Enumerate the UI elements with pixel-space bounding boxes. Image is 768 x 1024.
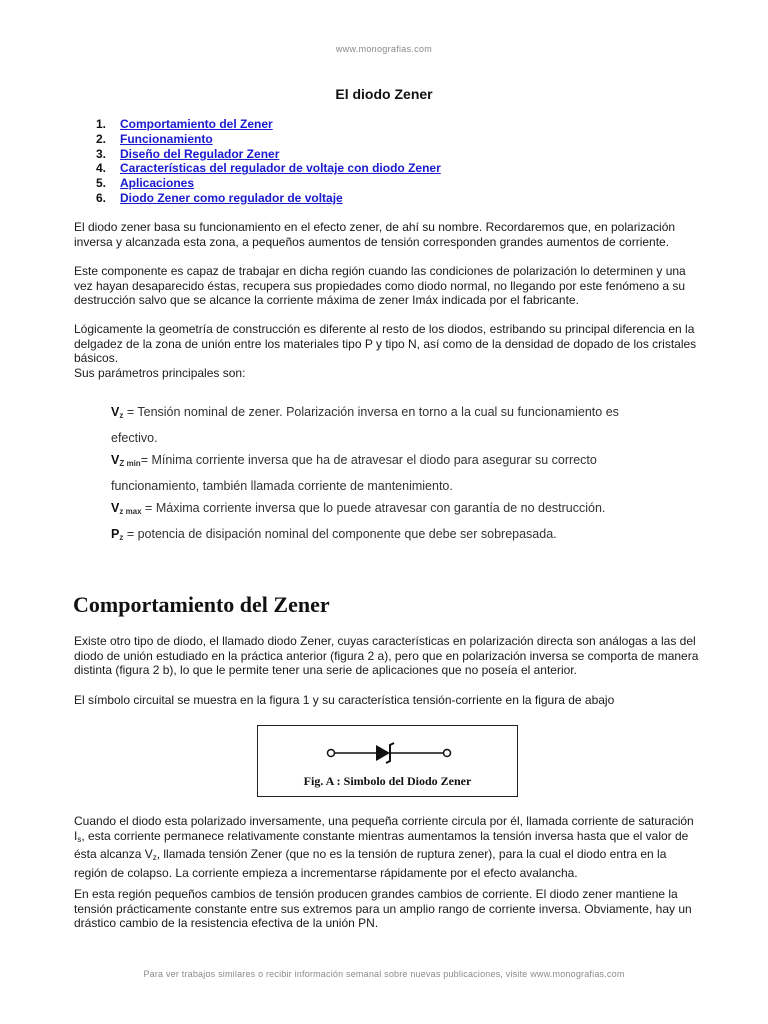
toc-item [96, 132, 441, 147]
toc-number: 1. [96, 117, 107, 131]
intro-paragraph-2: Este componente es capaz de trabajar en dicha región cuando las condiciones de polarización lo determinen y una vez hayan desaparecido éstas, recupera sus propiedades como diodo normal, no llegando por este fenómeno a su destrucción salvo que se alcance la corriente máxima de zener Imáx indicada por el fabricante. [74, 264, 686, 308]
toc-link-aplicaciones[interactable]: Aplicaciones [120, 176, 195, 191]
site-footer: Para ver trabajos similares o recibir información semanal sobre nuevas publicaciones, visite www.monografias.com [143, 969, 625, 979]
param-vz [111, 401, 671, 427]
table-of-contents [96, 117, 441, 206]
paragraph-text: , esta corriente permanece relativamente constante mientras aumentamos la tensión inversa hasta que el valor de ésta alcanza V [74, 828, 689, 862]
section-paragraph-1: Existe otro tipo de diodo, el llamado diodo Zener, cuyas características en polarización directa son análogas a las del diodo de unión estudiado en la práctica anterior (figura 2 a), pero que en polarización inversa se comporta de manera distinta (figura 2 b), lo que le permite tener una serie de aplicaciones que no poseía el anterior. [74, 634, 699, 678]
zener-figure [257, 725, 518, 797]
param-subscript: z [119, 411, 124, 420]
intro-paragraph-1: El diodo zener basa su funcionamiento en el efecto zener, de ahí su nombre. Recordaremos que, en polarización inversa y alcanzada esta zona, a pequeños aumentos de tensión corresponden grandes aumentos de corriente. [74, 220, 676, 249]
param-text: = Tensión nominal de zener. Polarización inversa en torno a la cual su funcionamiento es [123, 405, 619, 419]
toc-number: 4. [96, 161, 107, 176]
toc-item [96, 161, 441, 176]
paragraph-text: , llamada tensión Zener (que no es la tensión de ruptura zener), para la cual el diodo entra en la región de colapso. La corriente empieza a incrementarse rápidamente por el efecto avalancha. [74, 847, 667, 880]
toc-number: 5. [96, 176, 107, 191]
toc-number: 3. [96, 146, 107, 161]
toc-item [96, 176, 441, 191]
site-header: www.monografias.com [335, 44, 433, 54]
section-paragraph-2: El símbolo circuital se muestra en la figura 1 y su característica tensión-corriente en la figura de abajo [74, 693, 615, 707]
toc-number: 2. [96, 131, 107, 146]
param-pz [111, 523, 671, 549]
figure-caption: Fig. A : Simbolo del Diodo Zener [303, 774, 472, 788]
toc-link-comportamiento[interactable]: Comportamiento del Zener [120, 117, 273, 131]
paragraph-text: Cuando el diodo esta polarizado inversamente, una pequeña corriente circula por él, llamada corriente de saturación I [74, 814, 694, 843]
intro-paragraph-4: Sus parámetros principales son: [74, 366, 246, 380]
param-subscript: z [119, 533, 124, 542]
param-vzmax [111, 497, 671, 523]
toc-item [96, 117, 441, 132]
toc-item [96, 147, 441, 162]
subscript-s: s [77, 834, 82, 844]
param-text: = Máxima corriente inversa que lo puede atravesar con garantía de no destrucción. [141, 501, 606, 515]
param-text: = potencia de disipación nominal del componente que debe ser sobrepasada. [123, 527, 557, 541]
toc-link-funcionamiento[interactable]: Funcionamiento [120, 131, 213, 146]
param-symbol: P [111, 527, 120, 541]
subscript-z: z [152, 853, 157, 863]
param-symbol: V [111, 405, 120, 419]
intro-paragraph-3: Lógicamente la geometría de construcción es diferente al resto de los diodos, estribando su principal diferencia en la delgadez de la zona de unión entre los materiales tipo P y tipo N, así como de la densidad de dopado de los cristales básicos. [74, 322, 697, 366]
toc-link-caracteristicas[interactable]: Características del regulador de voltaje con diodo Zener [120, 161, 441, 176]
toc-link-diseno[interactable]: Diseño del Regulador Zener [120, 146, 280, 161]
toc-link-regulador[interactable]: Diodo Zener como regulador de voltaje [120, 190, 343, 205]
param-vzmin-cont: funcionamiento, también llamada corriente de mantenimiento. [111, 479, 453, 493]
section-paragraph-4: En esta región pequeños cambios de tensión producen grandes cambios de corriente. El diodo zener mantiene la tensión prácticamente constante entre sus extremos para un amplio rango de corriente inversa. Obviamente, hay un drástico cambio de la resistencia efectiva de la unión PN. [74, 887, 692, 931]
param-vz-cont: efectivo. [111, 431, 158, 445]
toc-item [96, 191, 441, 206]
toc-number: 6. [96, 190, 107, 205]
param-subscript: Z min [119, 459, 141, 468]
section-paragraph-3 [74, 814, 699, 880]
zener-diode-icon [324, 732, 454, 772]
section-heading: Comportamiento del Zener [73, 592, 330, 617]
param-text: = Mínima corriente inversa que ha de atravesar el diodo para asegurar su correcto [140, 453, 597, 467]
param-symbol: V [111, 453, 120, 467]
parameters-list [111, 401, 671, 549]
param-subscript: z max [119, 507, 142, 516]
param-vzmin [111, 449, 671, 475]
param-symbol: V [111, 501, 120, 515]
document-title: El diodo Zener [335, 86, 433, 102]
